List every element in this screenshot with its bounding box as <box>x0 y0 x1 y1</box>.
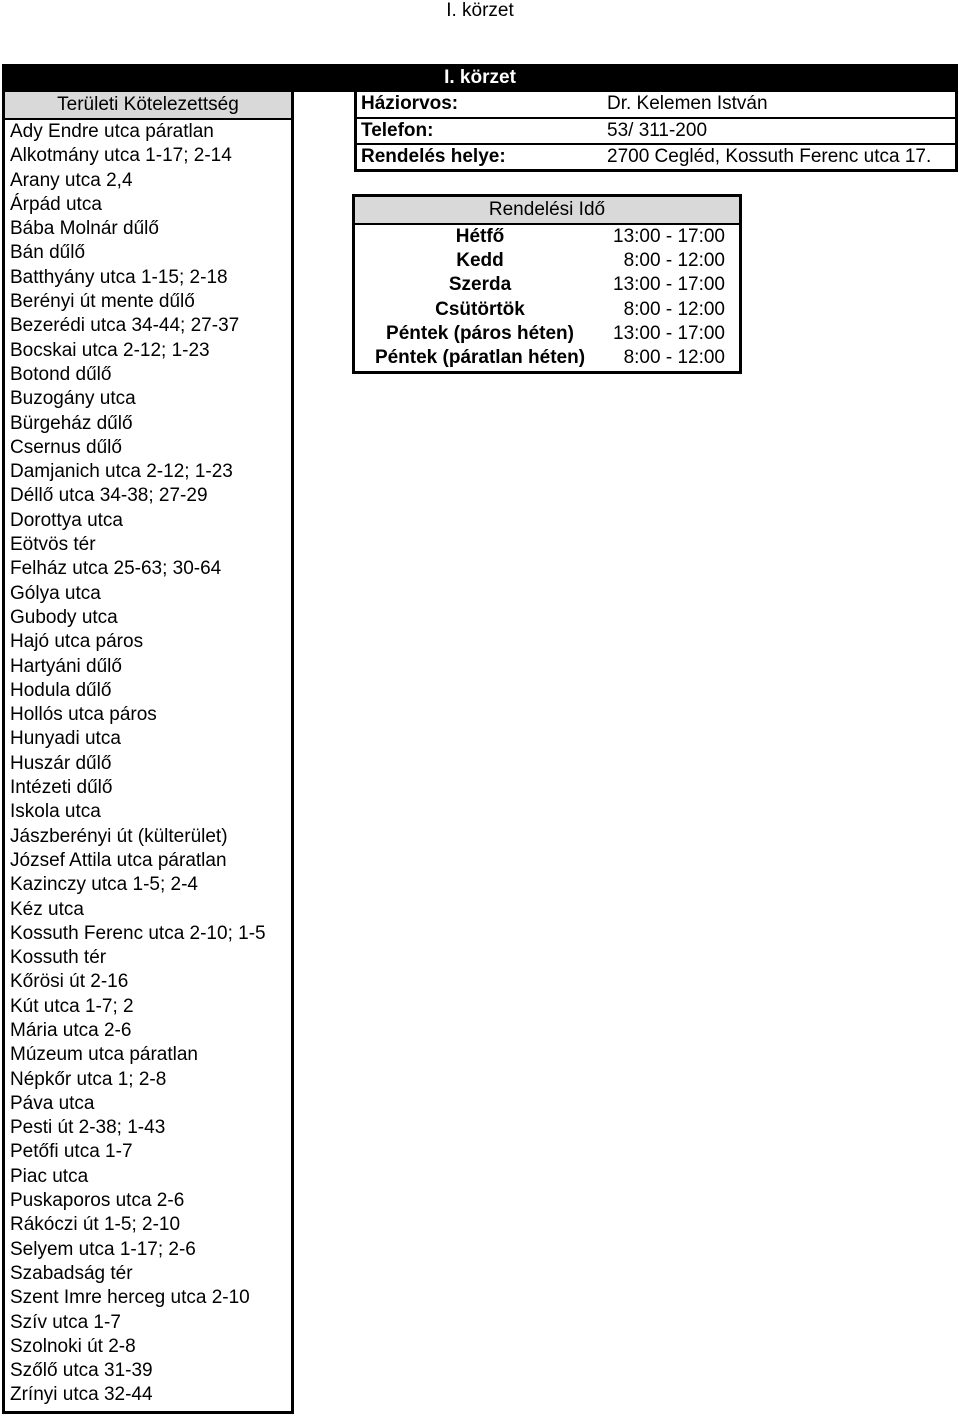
street-item: Kút utca 1-7; 2 <box>10 995 134 1017</box>
street-list <box>5 120 291 1408</box>
schedule-day: Kedd <box>456 250 504 272</box>
street-item: Népkőr utca 1; 2-8 <box>10 1068 167 1090</box>
street-item: Múzeum utca páratlan <box>10 1044 198 1066</box>
schedule-time: 8:00 - 12:00 <box>623 346 725 368</box>
schedule-time: 13:00 - 17:00 <box>613 322 725 344</box>
schedule-row <box>355 298 739 322</box>
schedule-day: Péntek (páros héten) <box>386 322 574 344</box>
street-item: Szent Imre herceg utca 2-10 <box>10 1287 250 1309</box>
schedule-day: Péntek (páratlan héten) <box>374 346 586 368</box>
schedule-rows <box>355 225 739 370</box>
streets-header: Területi Kötelezettség <box>5 92 291 120</box>
street-item: Kossuth tér <box>10 947 107 969</box>
street-item: Bába Molnár dűlő <box>10 218 159 240</box>
street-item: Kossuth Ferenc utca 2-10; 1-5 <box>10 922 266 944</box>
street-item: Arany utca 2,4 <box>10 169 133 191</box>
street-item: Petőfi utca 1-7 <box>10 1141 133 1163</box>
place-label: Rendelés helye: <box>361 146 506 167</box>
street-item: Kéz utca <box>10 898 84 920</box>
schedule-row <box>355 273 739 297</box>
schedule-time: 8:00 - 12:00 <box>623 250 725 272</box>
street-item: Buzogány utca <box>10 388 136 410</box>
street-item: Bürgeház dűlő <box>10 412 133 434</box>
schedule-day: Csütörtök <box>435 298 525 320</box>
street-item: Damjanich utca 2-12; 1-23 <box>10 461 233 483</box>
street-item: Batthyány utca 1-15; 2-18 <box>10 266 228 288</box>
street-item: Zrínyi utca 32-44 <box>10 1384 153 1406</box>
street-item: Kazinczy utca 1-5; 2-4 <box>10 874 198 896</box>
street-item: Szabadság tér <box>10 1262 133 1284</box>
street-item: Piac utca <box>10 1165 89 1187</box>
street-item: Intézeti dűlő <box>10 777 113 799</box>
street-item: József Attila utca páratlan <box>10 849 227 871</box>
street-item: Bocskai utca 2-12; 1-23 <box>10 339 210 361</box>
street-item: Hunyadi utca <box>10 728 121 750</box>
street-item: Bezerédi utca 34-44; 27-37 <box>10 315 240 337</box>
schedule-row <box>355 225 739 249</box>
street-item: Alkotmány utca 1-17; 2-14 <box>10 145 232 167</box>
street-item: Iskola utca <box>10 801 101 823</box>
street-item: Dorottya utca <box>10 509 123 531</box>
street-item: Szív utca 1-7 <box>10 1311 121 1333</box>
street-item: Selyem utca 1-17; 2-6 <box>10 1238 196 1260</box>
schedule-row <box>355 346 739 370</box>
doctor-row <box>357 92 955 119</box>
street-item: Szőlő utca 31-39 <box>10 1360 153 1382</box>
street-item: Bán dűlő <box>10 242 86 264</box>
street-item: Kőrösi út 2-16 <box>10 971 129 993</box>
phone-row <box>357 119 955 146</box>
streets-panel <box>2 92 294 1414</box>
street-item: Gubody utca <box>10 606 118 628</box>
schedule-row <box>355 322 739 346</box>
page-header: I. körzet <box>446 0 514 21</box>
doctor-name: Dr. Kelemen István <box>607 93 768 114</box>
schedule-day: Hétfő <box>455 226 505 247</box>
street-item: Jászberényi út (külterület) <box>10 825 228 847</box>
district-title-bar: I. körzet <box>2 64 958 92</box>
street-item: Gólya utca <box>10 582 101 604</box>
street-item: Árpád utca <box>10 193 102 215</box>
doctor-label: Háziorvos: <box>361 93 459 114</box>
street-item: Botond dűlő <box>10 363 112 385</box>
street-item: Déllő utca 34-38; 27-29 <box>10 485 208 507</box>
schedule-time: 8:00 - 12:00 <box>623 298 725 320</box>
doctor-info-panel <box>354 92 958 172</box>
schedule-time: 13:00 - 17:00 <box>613 226 725 247</box>
street-item: Rákóczi út 1-5; 2-10 <box>10 1214 181 1236</box>
schedule-panel <box>352 194 742 374</box>
schedule-row <box>355 249 739 273</box>
street-item: Mária utca 2-6 <box>10 1019 132 1041</box>
street-item: Puskaporos utca 2-6 <box>10 1190 185 1212</box>
street-item: Páva utca <box>10 1092 95 1114</box>
street-item: Hodula dűlő <box>10 679 112 701</box>
place-value: 2700 Cegléd, Kossuth Ferenc utca 17. <box>607 146 932 167</box>
street-item: Hollós utca páros <box>10 704 157 726</box>
street-item: Csernus dűlő <box>10 436 122 458</box>
schedule-header: Rendelési Idő <box>355 197 739 225</box>
street-item: Hartyáni dűlő <box>10 655 122 677</box>
schedule-day: Szerda <box>448 274 512 296</box>
street-item: Eötvös tér <box>10 534 96 556</box>
street-item: Pesti út 2-38; 1-43 <box>10 1117 166 1139</box>
schedule-time: 13:00 - 17:00 <box>613 274 725 296</box>
street-item: Szolnoki út 2-8 <box>10 1335 136 1357</box>
phone-label: Telefon: <box>361 119 434 141</box>
place-row <box>357 145 955 170</box>
street-item: Berényi út mente dűlő <box>10 291 195 313</box>
phone-value: 53/ 311-200 <box>607 119 708 141</box>
street-item: Hajó utca páros <box>10 631 144 653</box>
street-item: Huszár dűlő <box>10 752 112 774</box>
street-item: Ady Endre utca páratlan <box>10 121 214 142</box>
street-item: Felház utca 25-63; 30-64 <box>10 558 222 580</box>
